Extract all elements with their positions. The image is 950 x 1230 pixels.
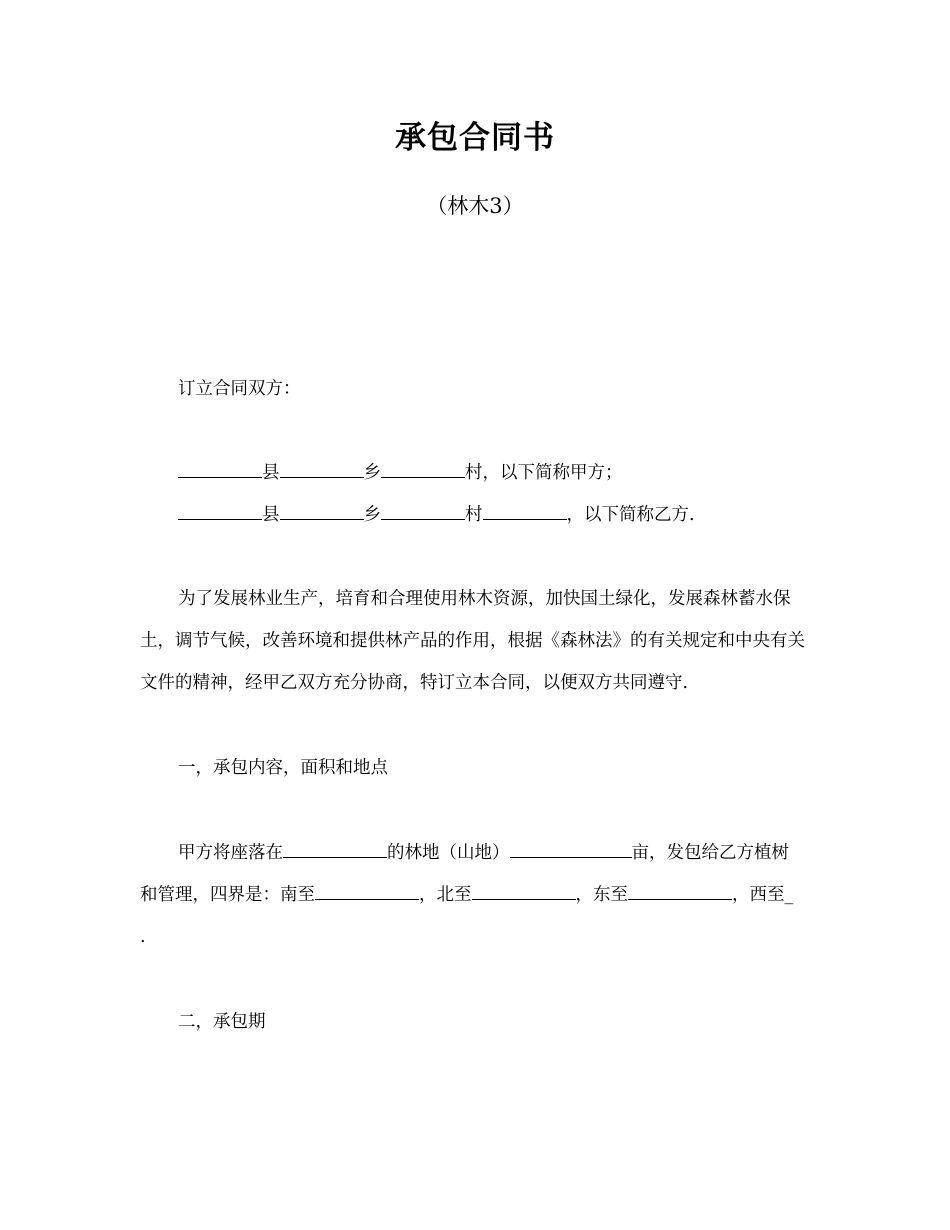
party-a-township-label: 乡 [363, 463, 381, 483]
party-a-county-blank [178, 457, 262, 478]
party-a-village-blank [381, 457, 465, 478]
north-label: ，北至 [419, 885, 472, 905]
party-a-village-label: 村，以下简称甲方； [465, 463, 623, 483]
party-b-line [178, 494, 812, 536]
party-b-township-blank [280, 499, 364, 520]
party-b-township-label: 乡 [363, 505, 381, 525]
party-a-township-blank [280, 457, 364, 478]
party-b-village-label: 村 [465, 505, 483, 525]
area-blank [510, 837, 632, 858]
west-label: ，西至_ [732, 885, 794, 905]
preamble-line: 土，调节气候，改善环境和提供林产品的作用，根据《森林法》的有关规定和中央有关 [140, 631, 805, 651]
south-blank [315, 879, 419, 900]
preamble-line: 为了发展林业生产，培育和合理使用林木资源，加快国土绿化，发展森林蓄水保 [178, 589, 791, 609]
document-title: 承包合同书 [395, 120, 555, 156]
location-label: 甲方将座落在 [178, 843, 283, 863]
party-a-county-label: 县 [262, 463, 280, 483]
party-b-county-label: 县 [262, 505, 280, 525]
north-blank [472, 879, 576, 900]
section-2-heading: 二，承包期 [178, 1012, 266, 1032]
party-b-county-blank [178, 499, 262, 520]
section-1-paragraph [140, 832, 812, 958]
party-a-line [178, 452, 812, 494]
document-subtitle: （林木3） [426, 194, 524, 218]
south-label: 和管理，四界是：南至 [140, 885, 315, 905]
section-1-line-3: . [140, 927, 146, 947]
parties-heading: 订立合同双方： [178, 379, 301, 399]
east-label: ，东至 [575, 885, 628, 905]
party-b-extra-blank [483, 499, 567, 520]
party-b-village-blank [381, 499, 465, 520]
mu-label: 亩，发包给乙方植树 [631, 843, 789, 863]
section-1-line-2 [140, 874, 812, 916]
preamble-paragraph [140, 578, 812, 704]
section-1-line-1 [140, 832, 812, 874]
section-1-heading: 一，承包内容，面积和地点 [178, 758, 388, 778]
preamble-line: 文件的精神，经甲乙双方充分协商，特订立本合同，以便双方共同遵守. [140, 673, 689, 693]
east-blank [628, 879, 732, 900]
party-b-suffix: ，以下简称乙方. [566, 505, 695, 525]
location-blank [283, 837, 387, 858]
forest-land-label: 的林地（山地） [387, 843, 510, 863]
